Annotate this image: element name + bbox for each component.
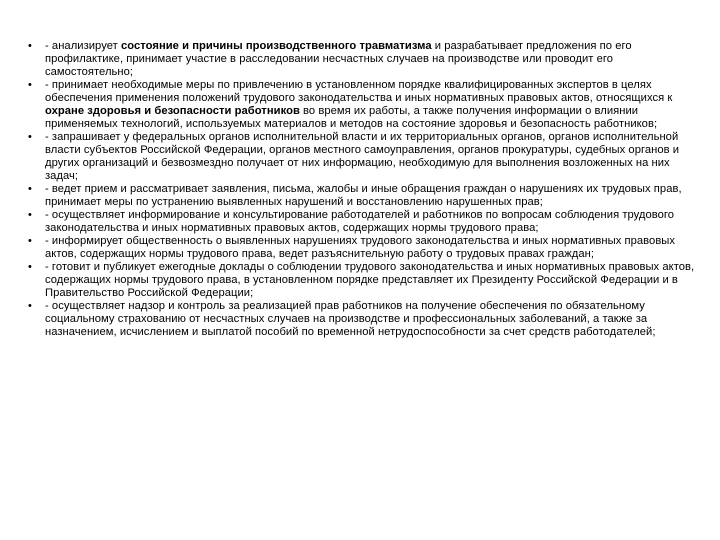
bullet-icon: •	[28, 235, 32, 247]
list-item-text: - информирует общественность о выявленных нарушениях трудового законодательства и иных нормативных правовых актов, содержащих нормы трудового права, ведет разъяснительную работу о трудовых правах граждан;	[45, 235, 676, 260]
list-item-text: - запрашивает у федеральных органов исполнительной власти и их территориальных органов, органов исполнительной власти субъектов Российской Федерации, органов местного самоуправления, органов прокуратуры, судебных органов и других организаций и безвозмездно получает от них информацию, необходимую для выполнения возложенных на них задач;	[45, 131, 680, 182]
list-item-text: - анализирует состояние и причины производственного травматизма и разрабатывает предложения по его профилактике, принимает участие в расследовании несчастных случаев на производстве или проводит его самостоятельно;	[45, 40, 632, 78]
bullet-icon: •	[28, 183, 32, 195]
list-item	[30, 183, 695, 209]
list-item-text: - готовит и публикует ежегодные доклады о соблюдении трудового законодательства и иных нормативных правовых актов, содержащих нормы трудового права, в установленном порядке представляет их Президенту Российской Федерации и в Правительство Российской Федерации;	[45, 261, 695, 299]
list-item	[30, 209, 695, 235]
list-item-text: - осуществляет надзор и контроль за реализацией прав работников на получение обеспечения по обязательному социальному страхованию от несчастных случаев на производстве и профессиональных заболеваний, а также за назначением, исчислением и выплатой пособий по временной нетрудоспособности за счет средств работодателей;	[45, 300, 656, 338]
list-item	[30, 40, 695, 79]
list-item	[30, 235, 695, 261]
list-item-text: - ведет прием и рассматривает заявления, письма, жалобы и иные обращения граждан о нарушениях их трудовых прав, принимает меры по устранению выявленных нарушений и восстановлению нарушенных прав;	[45, 183, 682, 208]
list-item-text: - принимает необходимые меры по привлечению в установленном порядке квалифицированных экспертов в целях обеспечения применения положений трудового законодательства и иных нормативных правовых актов, относящихся к охране здоровья и безопасности работников во время их работы, а также получения информации о влиянии применяемых технологий, используемых материалов и методов на состояние здоровья и безопасность работников;	[45, 79, 673, 130]
bullet-icon: •	[28, 79, 32, 91]
bullet-icon: •	[28, 131, 32, 143]
list-item	[30, 261, 695, 300]
bullet-icon: •	[28, 209, 32, 221]
list-item	[30, 131, 695, 183]
list-item	[30, 79, 695, 131]
bullet-icon: •	[28, 300, 32, 312]
list-item-text: - осуществляет информирование и консультирование работодателей и работников по вопросам соблюдения трудового законодательства и иных нормативных правовых актов, содержащих нормы трудового права;	[45, 209, 675, 234]
bullet-list	[30, 40, 695, 339]
bullet-icon: •	[28, 261, 32, 273]
list-item	[30, 300, 695, 339]
bullet-icon: •	[28, 40, 32, 52]
